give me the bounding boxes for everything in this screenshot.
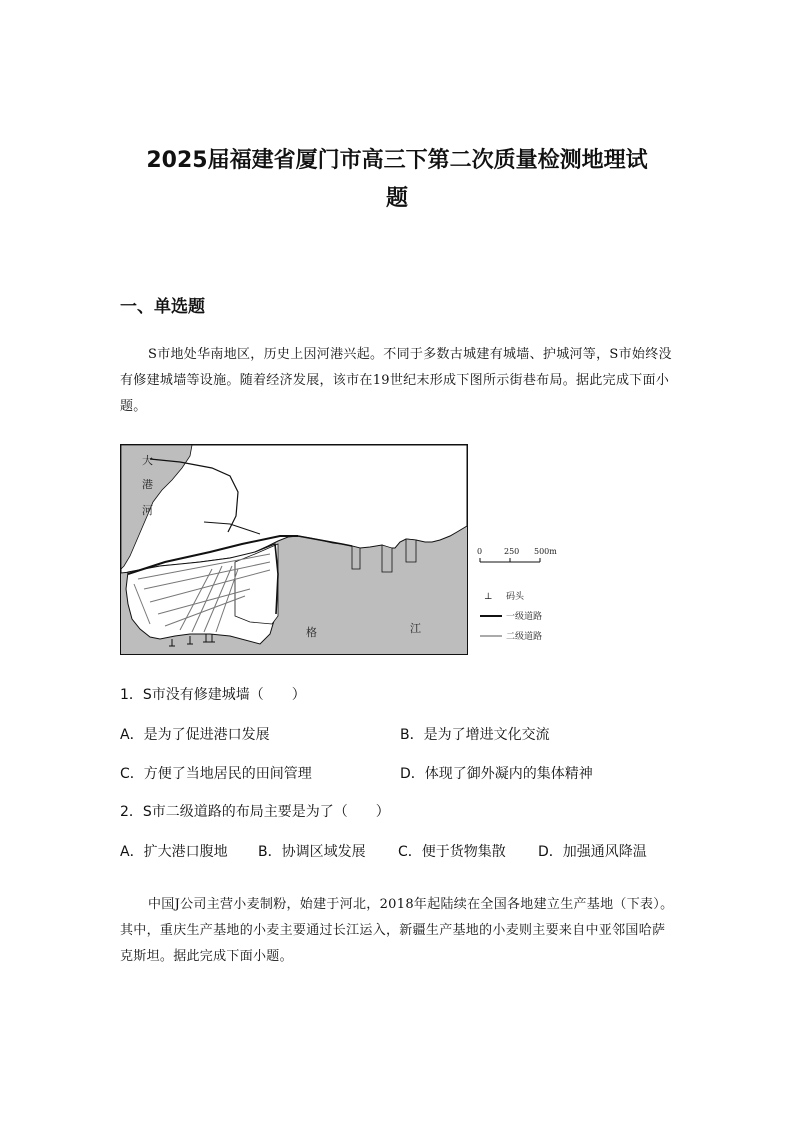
passage-2: 中国J公司主营小麦制粉，始建于河北，2018年起陆续在全国各地建立生产基地（下表）。其中，重庆生产基地的小麦主要通过长江运入，新疆生产基地的小麦则主要来自中亚邻国哈萨克斯坦。据此完成下面小题。 [120,897,674,964]
map-legend [476,540,586,650]
question-2-option-a[interactable]: A．扩大港口腹地 [120,844,228,860]
passage-1: S市地处华南地区，历史上因河港兴起。不同于多数古城建有城墙、护城河等，S市始终没有修建城墙等设施。随着经济发展，该市在19世纪末形成下图所示街巷布局。据此完成下面小题。 [120,347,672,414]
map-harbor-basin-2 [382,545,392,572]
question-1-option-a[interactable]: A．是为了促进港口发展 [120,727,270,743]
map-harbor-basin-1 [352,546,360,569]
question-2-option-c[interactable]: C．便于货物集散 [398,844,506,860]
section-heading: 一、单选题 [120,297,205,317]
legend-primary-road-label: 一级道路 [506,612,543,622]
street-map-figure [120,444,468,655]
question-2-option-b[interactable]: B．协调区域发展 [258,844,366,860]
scale-tick-0: 0 [477,547,483,556]
title-line-1: 2025届福建省厦门市高三下第二次质量检测地理试 [146,148,648,173]
question-1-option-b[interactable]: B．是为了增进文化交流 [400,727,550,743]
map-label-river-2: 港 [142,478,153,491]
question-2-option-d[interactable]: D．加强通风降温 [538,844,647,860]
map-label-water-2: 江 [410,622,421,635]
map-label-river-1: 大 [142,454,153,467]
question-1-option-d[interactable]: D．体现了御外凝内的集体精神 [400,766,593,782]
legend-secondary-road-label: 二级道路 [506,632,543,642]
scale-tick-500: 500m [534,547,557,556]
legend-pier-symbol: ⊥ [484,592,493,602]
document-title [100,142,694,218]
question-2-stem: 2．S市二级道路的布局主要是为了（ ） [120,804,390,820]
scale-bar [477,547,557,562]
title-line-2: 题 [385,186,408,211]
map-label-water-1: 格 [306,626,317,639]
map-harbor-basin-3 [406,539,416,562]
scale-tick-250: 250 [504,547,520,556]
legend-pier-label: 码头 [506,592,525,602]
question-1-option-c[interactable]: C．方便了当地居民的田间管理 [120,766,312,782]
map-label-river-3: 河 [142,504,153,517]
question-1-stem: 1．S市没有修建城墙（ ） [120,687,306,703]
